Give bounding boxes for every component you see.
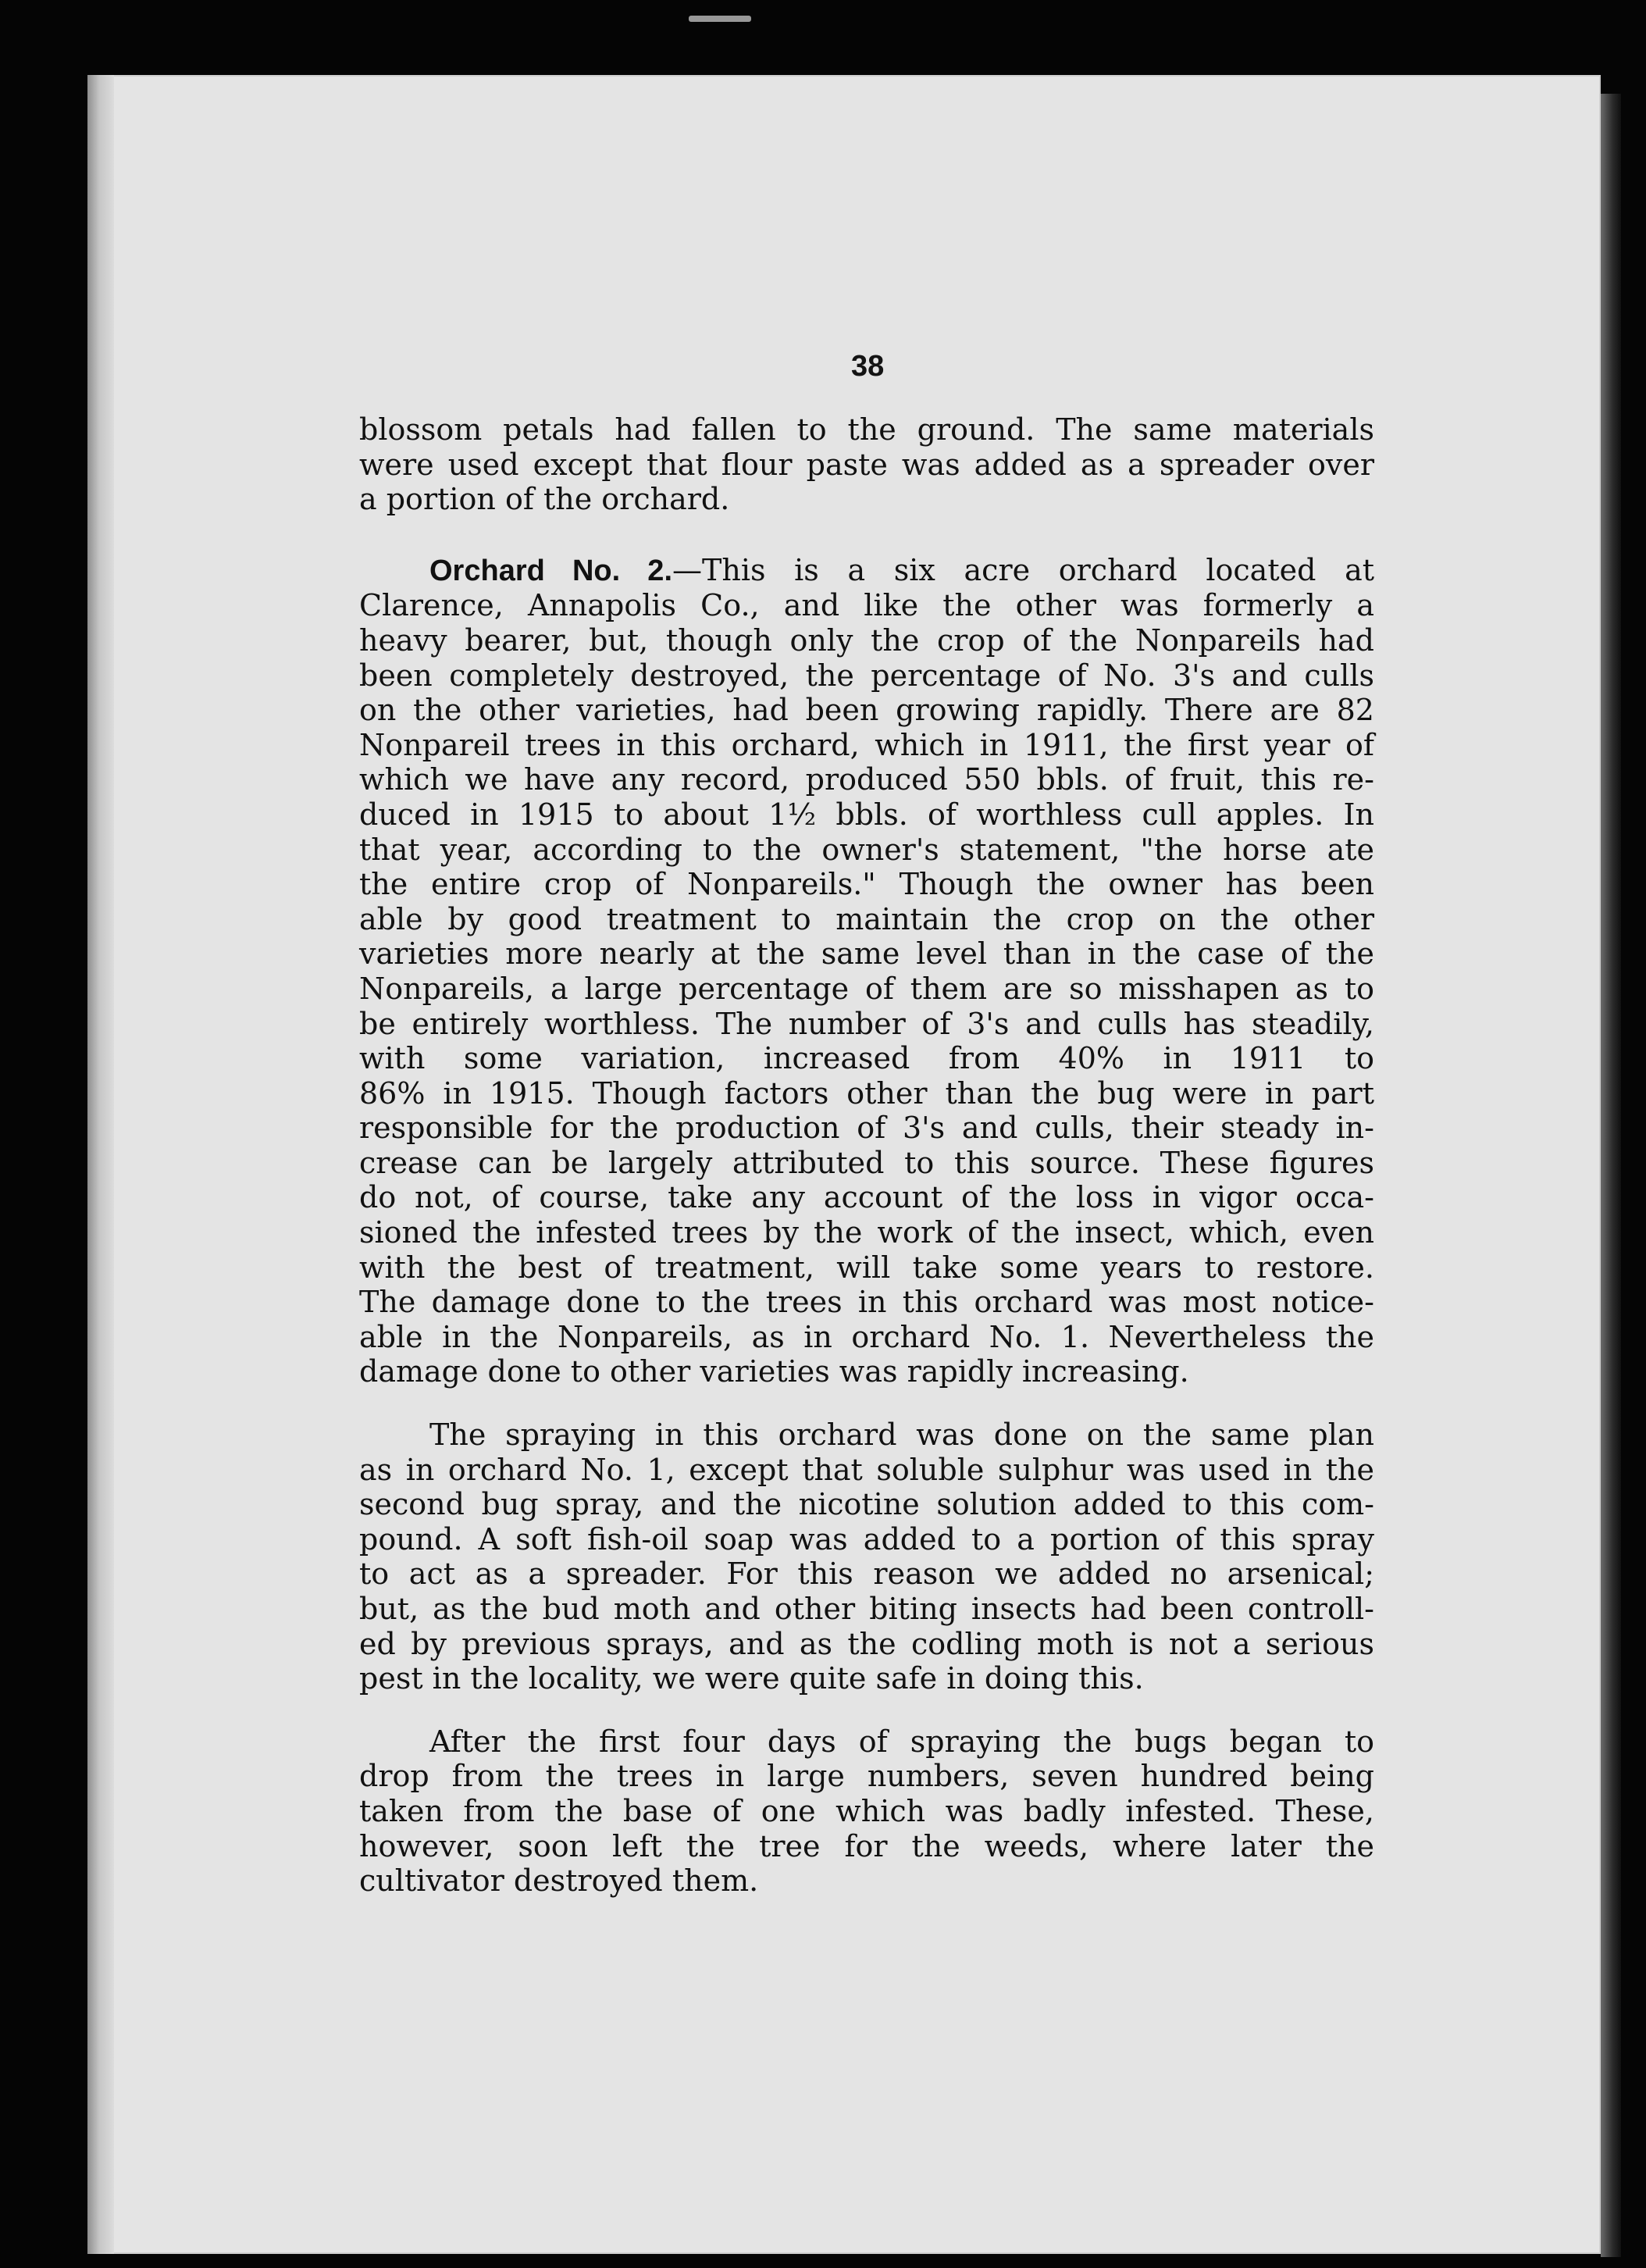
text-line: Nonpareils, a large percentage of them are so misshapen as to — [359, 971, 1374, 1006]
text-line — [359, 553, 1374, 589]
paragraph-continuation — [359, 412, 1374, 517]
text-line: heavy bearer, but, though only the crop of the Nonpareils had — [359, 622, 1374, 658]
text-line: Nonpareil trees in this orchard, which in 1911, the first year of — [359, 727, 1374, 762]
text-line: crease can be largely attributed to this source. These figures — [359, 1145, 1374, 1180]
text-line: cultivator destroyed them. — [359, 1863, 759, 1899]
text-line: be entirely worthless. The number of 3's and culls has steadily, — [359, 1006, 1374, 1041]
text-line: varieties more nearly at the same level than in the case of the — [359, 936, 1374, 972]
paragraph-after-spraying — [359, 1724, 1374, 1899]
text-line: duced in 1915 to about 1½ bbls. of worthless cull apples. In — [359, 797, 1374, 832]
text-line: with the best of treatment, will take some years to restore. — [359, 1250, 1374, 1285]
text-line: but, as the bud moth and other biting insects had been controll- — [359, 1592, 1374, 1626]
text-line: responsible for the production of 3's and culls, their steady in- — [359, 1111, 1374, 1146]
page-right-edge — [1601, 94, 1621, 2257]
page-number: 38 — [851, 350, 885, 383]
text-line: which we have any record, produced 550 bbls. of fruit, this re- — [359, 762, 1374, 797]
text-line-rest: —This is a six acre orchard located at — [672, 552, 1375, 587]
paragraph-spraying — [359, 1418, 1374, 1696]
body-text — [359, 412, 1374, 1899]
text-line: taken from the base of one which was badly infested. These, — [359, 1793, 1374, 1828]
text-line: a portion of the orchard. — [359, 482, 730, 517]
text-line: The spraying in this orchard was done on the same plan — [429, 1418, 1374, 1453]
text-line: with some variation, increased from 40% in 1911 to — [359, 1041, 1374, 1076]
text-line: the entire crop of Nonpareils." Though the owner has been — [359, 867, 1374, 902]
text-line: able by good treatment to maintain the crop on the other — [359, 901, 1374, 936]
text-line: however, soon left the tree for the weeds, where later the — [359, 1828, 1374, 1863]
text-line: 86% in 1915. Though factors other than the bug were in part — [359, 1075, 1374, 1111]
text-line: been completely destroyed, the percentage of No. 3's and culls — [359, 658, 1374, 693]
text-line: as in orchard No. 1, except that soluble sulphur was used in the — [359, 1452, 1374, 1487]
text-line: were used except that flour paste was added as a spreader over — [359, 447, 1374, 482]
text-line: pest in the locality, we were quite safe in doing this. — [359, 1661, 1144, 1696]
text-line: to act as a spreader. For this reason we added no arsenical; — [359, 1557, 1374, 1592]
text-line: After the first four days of spraying the bugs began to — [429, 1724, 1374, 1759]
paragraph-orchard-no-2 — [359, 553, 1374, 1389]
text-line: damage done to other varieties was rapidly increasing. — [359, 1354, 1189, 1389]
text-line: able in the Nonpareils, as in orchard No. 1. Nevertheless the — [359, 1319, 1374, 1354]
film-mark — [689, 16, 751, 22]
text-line: ed by previous sprays, and as the codling moth is not a serious — [359, 1626, 1374, 1661]
text-line: drop from the trees in large numbers, seven hundred being — [359, 1759, 1374, 1794]
page-binding-shadow — [87, 75, 114, 2254]
text-line: second bug spray, and the nicotine solution added to this com- — [359, 1487, 1374, 1522]
orchard-heading: Orchard No. 2. — [429, 554, 673, 587]
text-line: do not, of course, take any account of the loss in vigor occa- — [359, 1180, 1374, 1215]
text-line: Clarence, Annapolis Co., and like the other was formerly a — [359, 588, 1374, 623]
text-line: on the other varieties, had been growing rapidly. There are 82 — [359, 693, 1374, 728]
text-line: pound. A soft fish-oil soap was added to a portion of this spray — [359, 1521, 1374, 1557]
text-line: blossom petals had fallen to the ground. The same materials — [359, 412, 1374, 447]
text-line: The damage done to the trees in this orchard was most notice- — [359, 1285, 1374, 1320]
text-line: sioned the infested trees by the work of the insect, which, even — [359, 1215, 1374, 1250]
text-line: that year, according to the owner's statement, "the horse ate — [359, 832, 1374, 867]
